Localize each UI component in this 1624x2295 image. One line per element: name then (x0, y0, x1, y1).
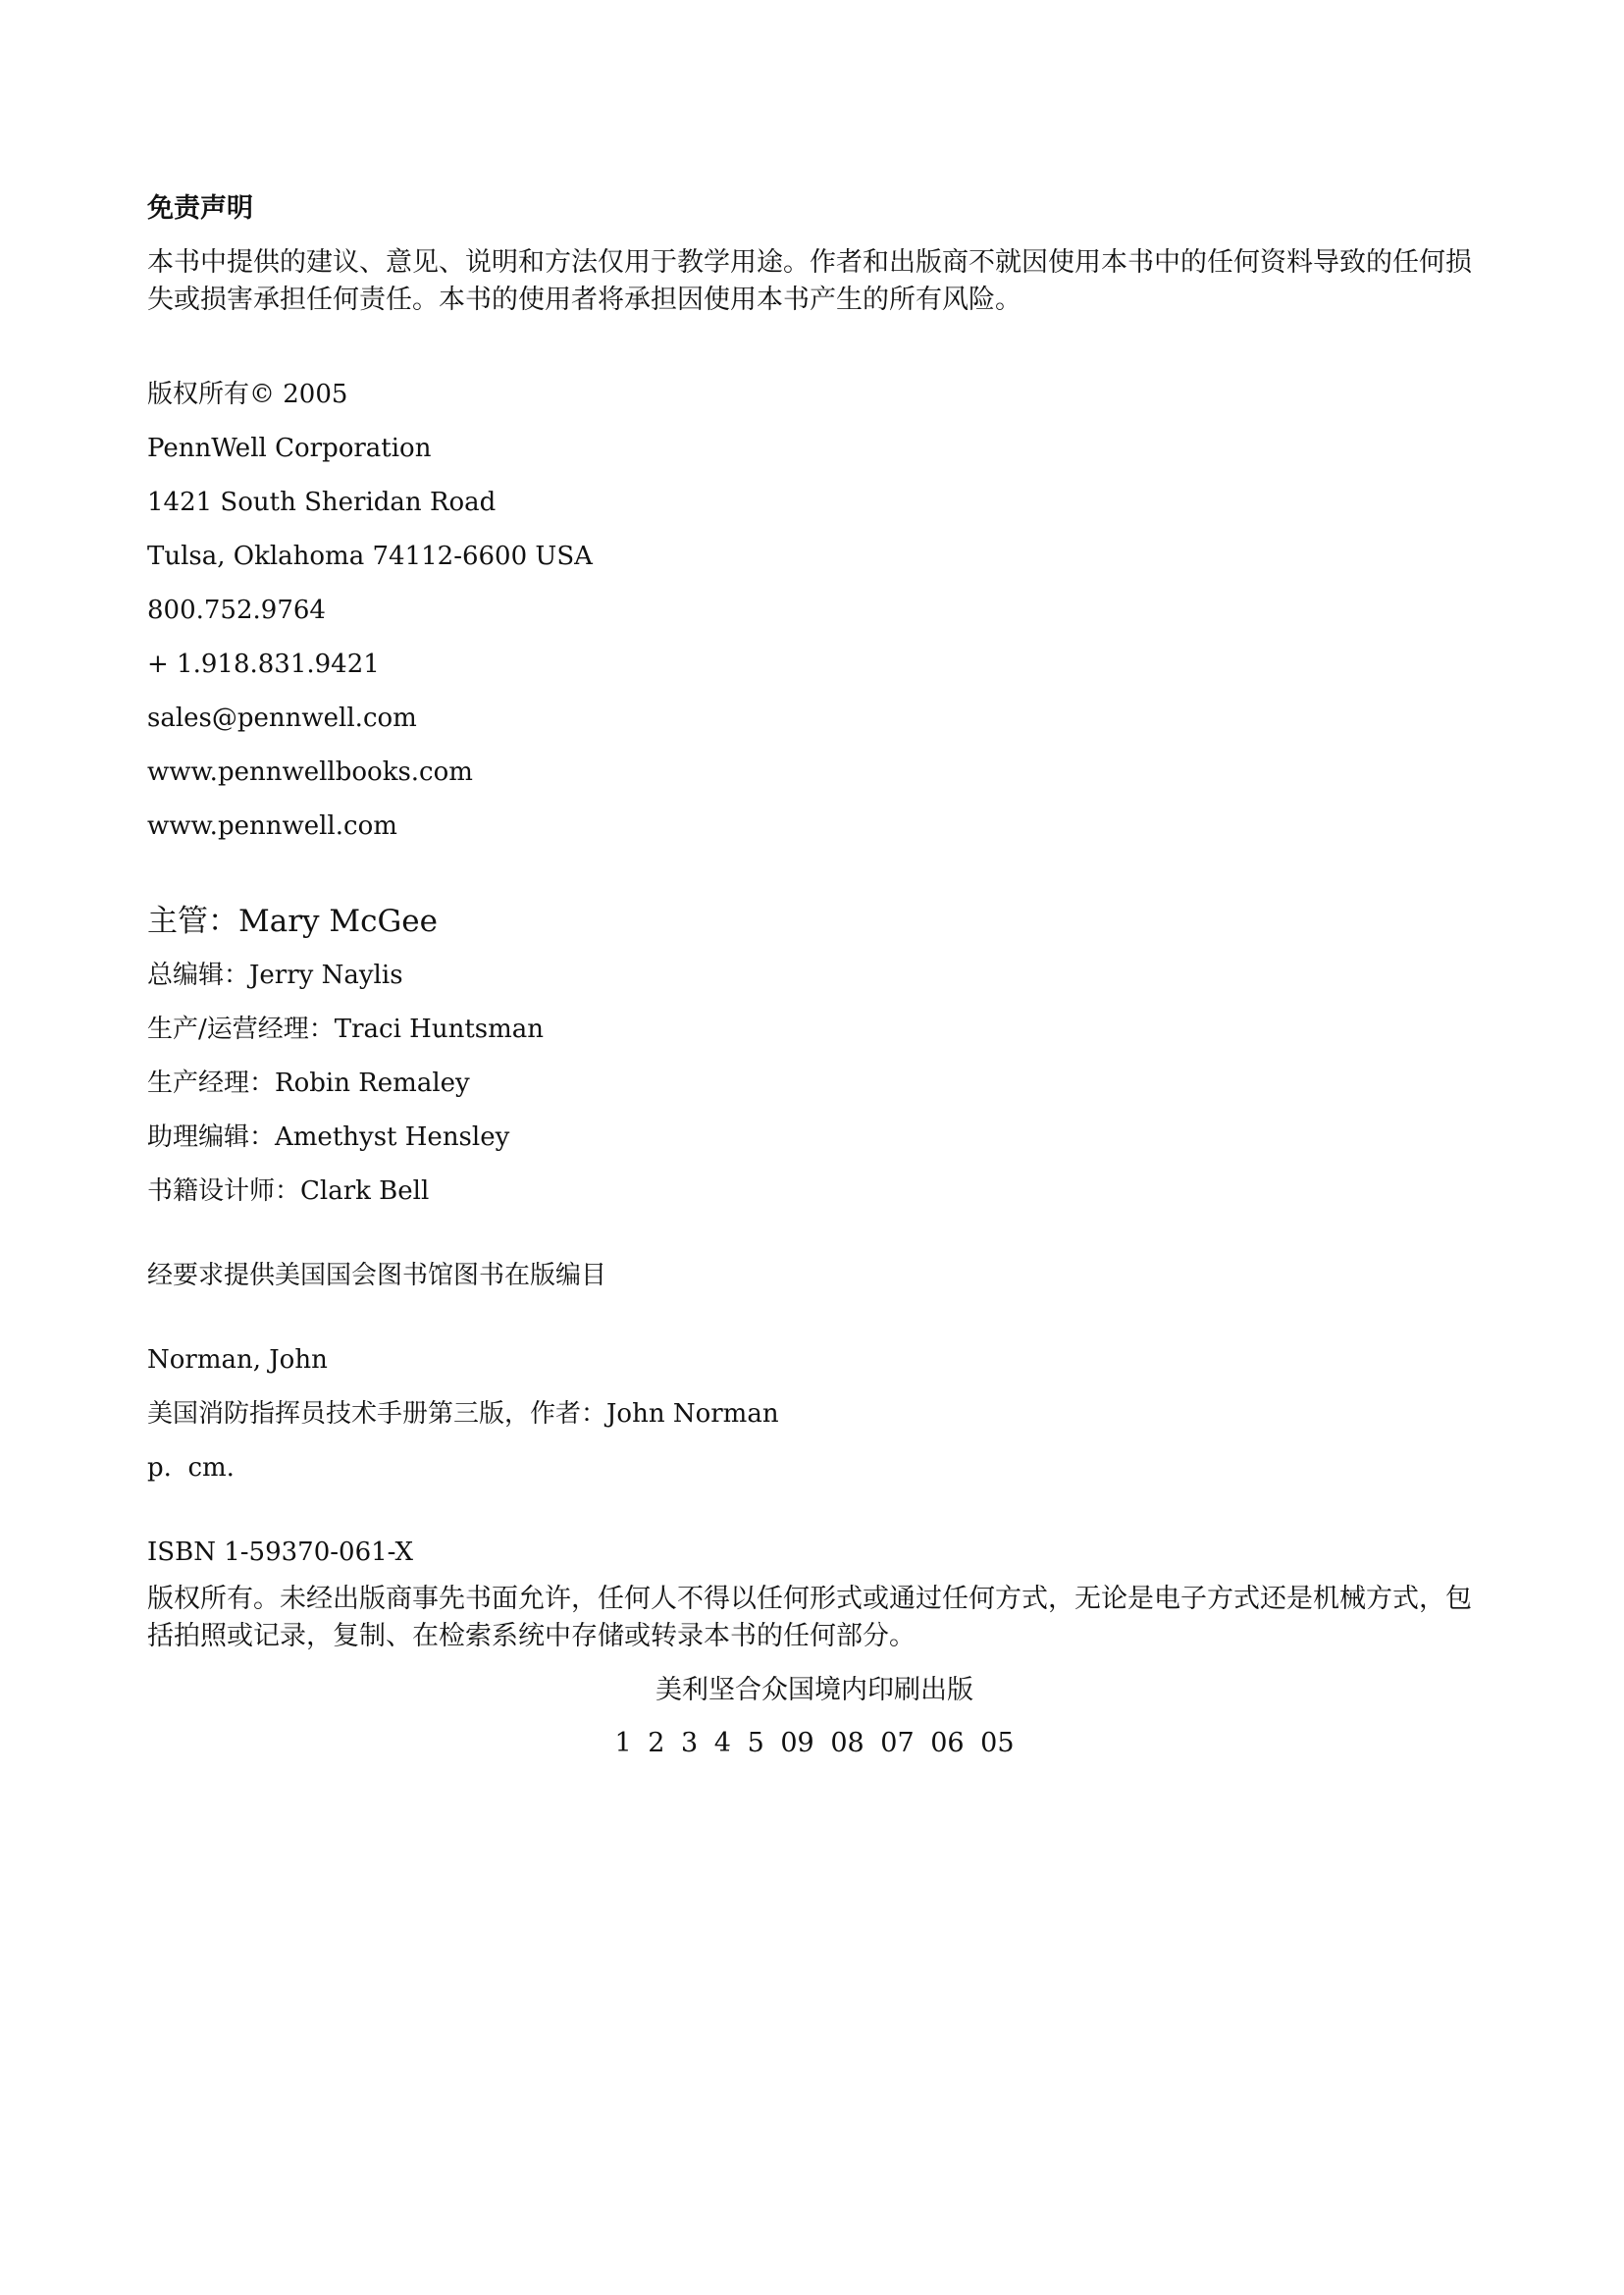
staff-production-manager: 生产经理：Robin Remaley (147, 1069, 470, 1098)
print-number: 08 (830, 1728, 864, 1758)
cip-pcm: p. cm. (147, 1453, 235, 1483)
isbn: ISBN 1-59370-061-X (147, 1538, 414, 1567)
page-content (147, 191, 1482, 1779)
cip-author: Norman, John (147, 1345, 328, 1375)
publisher-website-books: www.pennwellbooks.com (147, 757, 473, 787)
disclaimer-text: 本书中提供的建议、意见、说明和方法仅用于教学用途。作者和出版商不就因使用本书中的任何资料导致的任何损失或损害承担任何责任。本书的使用者将承担因使用本书产生的所有风险。 (147, 247, 1472, 315)
staff-chief-editor: 总编辑：Jerry Naylis (147, 961, 403, 990)
publisher-street: 1421 South Sheridan Road (147, 488, 497, 517)
publisher-city: Tulsa, Oklahoma 74112-6600 USA (147, 542, 593, 571)
publisher-name: PennWell Corporation (147, 434, 432, 463)
staff-production-operations-manager: 生产/运营经理：Traci Huntsman (147, 1015, 545, 1044)
staff-director: 主管：Mary McGee (147, 904, 438, 939)
publisher-phone: 800.752.9764 (147, 596, 326, 625)
print-number: 09 (780, 1728, 814, 1758)
publisher-email: sales@pennwell.com (147, 704, 417, 733)
print-number: 2 (648, 1728, 665, 1758)
cip-note: 经要求提供美国国会图书馆图书在版编目 (147, 1261, 607, 1290)
disclaimer-heading: 免责声明 (147, 193, 253, 224)
print-number: 05 (980, 1728, 1015, 1758)
rights-statement: 版权所有。未经出版商事先书面允许，任何人不得以任何形式或通过任何方式，无论是电子方式还是机械方式，包括拍照或记录，复制、在检索系统中存储或转录本书的任何部分。 (147, 1584, 1472, 1651)
publisher-website: www.pennwell.com (147, 811, 397, 841)
publisher-phone-intl: + 1.918.831.9421 (147, 650, 380, 679)
print-number: 3 (681, 1728, 699, 1758)
staff-assistant-editor: 助理编辑：Amethyst Hensley (147, 1122, 510, 1152)
print-number-line (147, 1726, 1482, 1761)
staff-book-designer: 书籍设计师：Clark Bell (147, 1176, 430, 1206)
print-number: 5 (747, 1728, 764, 1758)
copyright-line: 版权所有© 2005 (147, 380, 348, 409)
print-number: 4 (713, 1728, 731, 1758)
print-number: 07 (880, 1728, 915, 1758)
cip-title: 美国消防指挥员技术手册第三版，作者：John Norman (147, 1399, 779, 1429)
print-number: 1 (614, 1728, 632, 1758)
print-number: 06 (930, 1728, 965, 1758)
printed-in-statement: 美利坚合众国境内印刷出版 (655, 1675, 973, 1705)
